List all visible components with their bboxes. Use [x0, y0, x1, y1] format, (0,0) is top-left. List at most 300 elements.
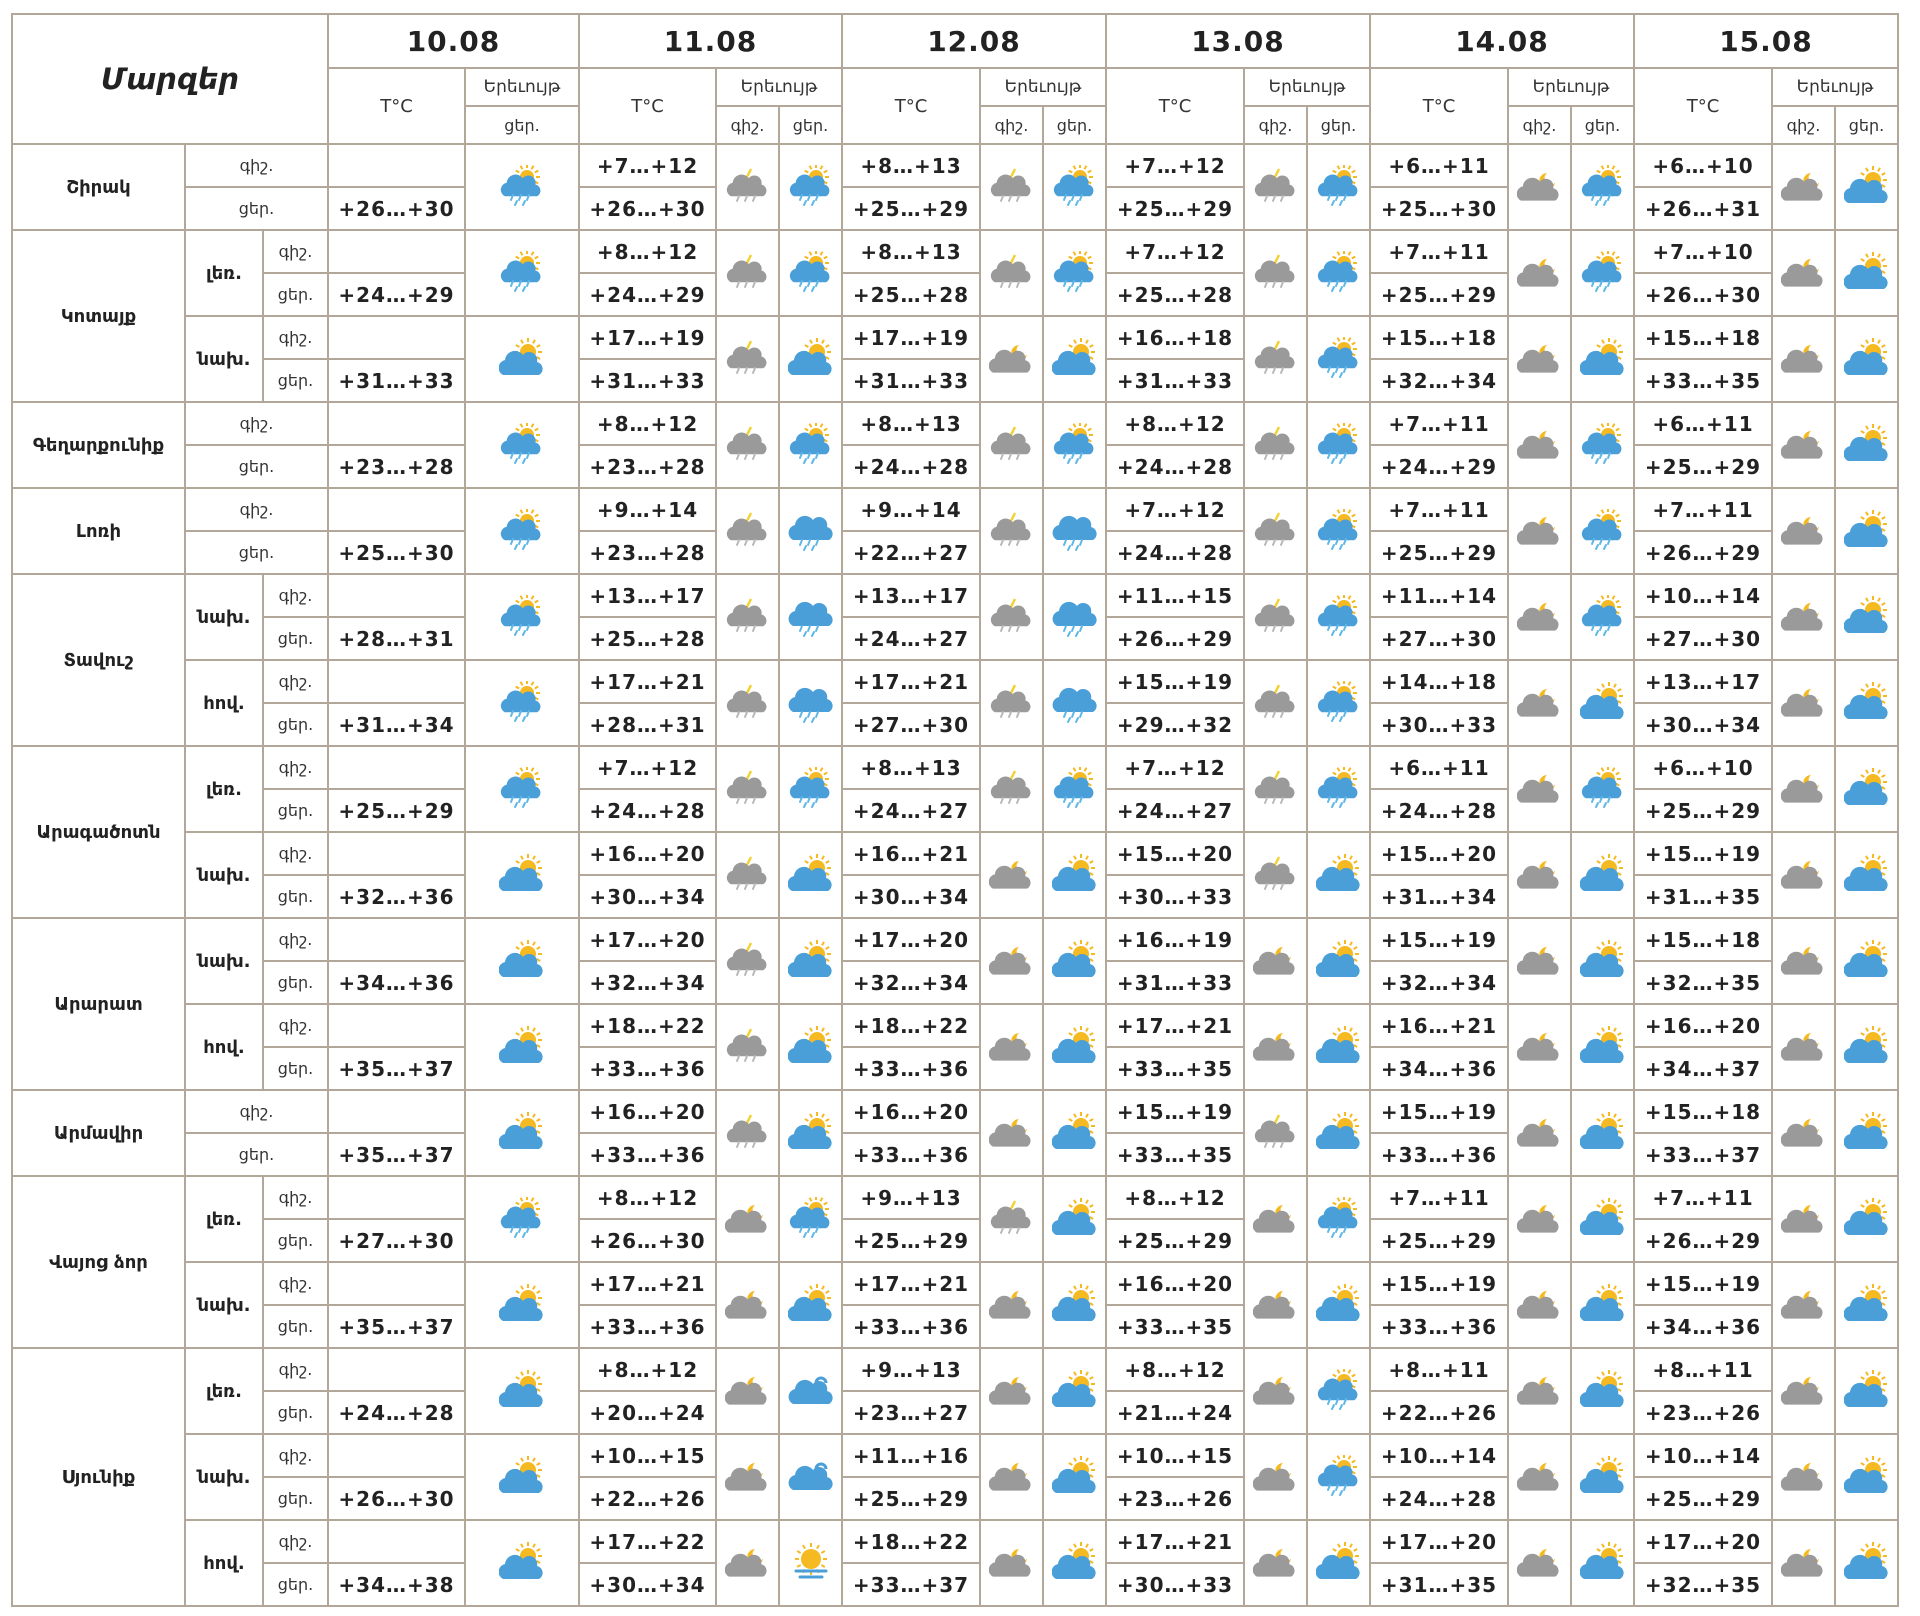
night-temp: +16…+20 [1106, 1262, 1244, 1305]
night-temp: +8…+13 [842, 402, 980, 445]
day-temp: +31…+34 [328, 703, 465, 746]
weather-icon-cell [1772, 402, 1835, 488]
sun-cloud-icon [788, 1025, 834, 1069]
night-temp: +10…+14 [1634, 1434, 1772, 1477]
weather-icon-cell [1244, 1348, 1307, 1434]
night-temp: +17…+21 [842, 660, 980, 703]
night-temp: +16…+21 [1370, 1004, 1508, 1047]
night-temp: +6…+11 [1370, 746, 1508, 789]
weather-icon-cell [779, 574, 842, 660]
weather-icon-cell [1307, 402, 1370, 488]
day-label: ցեր. [263, 1219, 328, 1262]
weather-icon-cell [779, 1520, 842, 1606]
sun-cloud-rain-icon [1316, 767, 1362, 811]
night-temp: +8…+13 [842, 746, 980, 789]
day-temp: +31…+34 [1370, 875, 1508, 918]
cloud-rain-icon [1052, 595, 1098, 639]
night-temp: +8…+13 [842, 230, 980, 273]
weather-icon-cell [1508, 574, 1571, 660]
night-temp: +15…+18 [1634, 1090, 1772, 1133]
day-temp: +22…+26 [579, 1477, 716, 1520]
day-temp: +22…+26 [1370, 1391, 1508, 1434]
day-temp: +33…+36 [579, 1047, 716, 1090]
day-label: ցեր. [263, 359, 328, 402]
weather-icon-cell [1571, 488, 1634, 574]
sun-cloud-rain-icon [788, 1197, 834, 1241]
weather-icon-cell [1835, 746, 1898, 832]
day-temp: +31…+35 [1370, 1563, 1508, 1606]
weather-icon-cell [980, 1434, 1043, 1520]
weather-icon-cell [716, 746, 779, 832]
sun-cloud-icon [1052, 1283, 1098, 1327]
sun-cloud-icon [1844, 1111, 1890, 1155]
cloud-storm-icon [989, 1197, 1035, 1241]
weather-icon-cell [1571, 1004, 1634, 1090]
night-temp: +7…+12 [1106, 746, 1244, 789]
weather-icon-cell [1772, 230, 1835, 316]
weather-icon-cell [1571, 1348, 1634, 1434]
cloud-moon-icon [1253, 1283, 1299, 1327]
sun-cloud-icon [1844, 165, 1890, 209]
night-temp [328, 832, 465, 875]
weather-icon-cell [980, 1348, 1043, 1434]
sun-cloud-icon [788, 939, 834, 983]
sun-cloud-icon [1844, 1369, 1890, 1413]
cloud-moon-icon [1517, 1111, 1563, 1155]
day-temp: +21…+24 [1106, 1391, 1244, 1434]
cloud-storm-icon [989, 423, 1035, 467]
weather-icon-cell [980, 660, 1043, 746]
weather-icon-cell [1571, 1434, 1634, 1520]
cloud-storm-icon [725, 767, 771, 811]
sun-cloud-icon [1052, 1455, 1098, 1499]
date-header: 13.08 [1106, 14, 1370, 68]
night-temp: +17…+20 [1370, 1520, 1508, 1563]
weather-icon-cell [1307, 574, 1370, 660]
weather-icon-cell [1043, 660, 1106, 746]
night-temp: +15…+20 [1106, 832, 1244, 875]
weather-icon-cell [1307, 918, 1370, 1004]
day-temp: +35…+37 [328, 1305, 465, 1348]
cloud-storm-icon [1253, 509, 1299, 553]
weather-icon-cell [980, 488, 1043, 574]
day-header: ցեր. [465, 106, 579, 144]
cloud-rain-icon [1052, 681, 1098, 725]
cloud-moon-icon [989, 1025, 1035, 1069]
sun-cloud-icon [1052, 337, 1098, 381]
weather-icon-cell [779, 1434, 842, 1520]
subregion-name: լեռ. [185, 230, 263, 316]
weather-icon-cell [779, 316, 842, 402]
weather-icon-cell [1508, 746, 1571, 832]
sun-cloud-rain-icon [788, 251, 834, 295]
cloud-storm-icon [989, 509, 1035, 553]
weather-icon-cell [1043, 230, 1106, 316]
day-temp: +24…+28 [1370, 1477, 1508, 1520]
day-temp: +34…+36 [1370, 1047, 1508, 1090]
night-temp: +17…+20 [1634, 1520, 1772, 1563]
temp-header: T°C [1370, 68, 1508, 144]
subregion-name: լեռ. [185, 1176, 263, 1262]
night-label: գիշ. [263, 1004, 328, 1047]
day-temp: +25…+29 [1106, 187, 1244, 230]
day-temp: +26…+29 [1634, 1219, 1772, 1262]
night-temp: +7…+11 [1634, 488, 1772, 531]
weather-icon-cell [1508, 316, 1571, 402]
day-temp: +33…+35 [1634, 359, 1772, 402]
sun-cloud-icon [499, 853, 545, 897]
cloud-rain-icon [788, 509, 834, 553]
cloud-moon-icon [1517, 251, 1563, 295]
sun-cloud-rain-icon [1316, 337, 1362, 381]
day-temp: +26…+30 [328, 1477, 465, 1520]
sun-cloud-rain-icon [499, 423, 545, 467]
region-name: Լոռի [12, 488, 185, 574]
weather-icon-cell [779, 1176, 842, 1262]
sun-cloud-icon [1316, 939, 1362, 983]
cloud-moon-icon [1517, 1283, 1563, 1327]
night-temp: +7…+12 [579, 144, 716, 187]
cloud-blue-icon [788, 1455, 834, 1499]
day-temp: +30…+33 [1106, 875, 1244, 918]
sun-cloud-icon [1844, 1197, 1890, 1241]
day-temp: +25…+29 [1634, 789, 1772, 832]
night-temp: +16…+20 [842, 1090, 980, 1133]
weather-icon-cell [1835, 144, 1898, 230]
weather-icon-cell [1835, 316, 1898, 402]
sun-cloud-icon [1052, 853, 1098, 897]
weather-icon-cell [980, 832, 1043, 918]
day-label: ցեր. [263, 1305, 328, 1348]
day-temp: +33…+35 [1106, 1305, 1244, 1348]
day-temp: +23…+26 [1634, 1391, 1772, 1434]
region-name: Սյունիք [12, 1348, 185, 1606]
cloud-rain-icon [1052, 509, 1098, 553]
cloud-moon-icon [1781, 1369, 1827, 1413]
day-temp: +24…+29 [579, 273, 716, 316]
weather-icon-cell [1772, 1348, 1835, 1434]
weather-icon-cell [716, 1348, 779, 1434]
day-temp: +24…+28 [1106, 531, 1244, 574]
weather-icon-cell [716, 1004, 779, 1090]
weather-icon-cell [1571, 230, 1634, 316]
sun-cloud-icon [1844, 337, 1890, 381]
sun-cloud-rain-icon [788, 165, 834, 209]
weather-icon-cell [1835, 1262, 1898, 1348]
weather-icon-cell [1244, 1434, 1307, 1520]
night-temp: +7…+11 [1370, 230, 1508, 273]
temp-header: T°C [1106, 68, 1244, 144]
cloud-moon-icon [1781, 681, 1827, 725]
weather-icon-cell [980, 574, 1043, 660]
day-temp: +27…+30 [1634, 617, 1772, 660]
day-temp: +23…+28 [328, 445, 465, 488]
weather-icon-cell [1307, 1348, 1370, 1434]
weather-icon-cell [1835, 402, 1898, 488]
sun-cloud-icon [1316, 1283, 1362, 1327]
night-temp [328, 1348, 465, 1391]
night-temp: +16…+21 [842, 832, 980, 875]
weather-icon-cell [1571, 746, 1634, 832]
cloud-moon-icon [1517, 595, 1563, 639]
night-temp: +17…+19 [579, 316, 716, 359]
night-temp: +17…+22 [579, 1520, 716, 1563]
sun-cloud-rain-icon [1052, 423, 1098, 467]
weather-icon-cell [1772, 1004, 1835, 1090]
sun-cloud-icon [499, 1283, 545, 1327]
night-temp: +17…+21 [842, 1262, 980, 1305]
sun-cloud-rain-icon [1052, 767, 1098, 811]
weather-icon-cell [1244, 316, 1307, 402]
cloud-storm-icon [725, 681, 771, 725]
weather-icon-cell [1307, 488, 1370, 574]
night-label: գիշ. [185, 402, 328, 445]
night-label: գիշ. [185, 488, 328, 531]
day-temp: +26…+31 [1634, 187, 1772, 230]
day-temp: +32…+35 [1634, 1563, 1772, 1606]
sun-cloud-icon [1316, 853, 1362, 897]
region-name: Գեղարքունիք [12, 402, 185, 488]
night-temp: +14…+18 [1370, 660, 1508, 703]
weather-icon-cell [779, 1004, 842, 1090]
sun-cloud-rain-icon [1316, 681, 1362, 725]
cloud-moon-icon [1517, 509, 1563, 553]
day-temp: +35…+37 [328, 1133, 465, 1176]
cloud-moon-icon [725, 1541, 771, 1585]
sun-cloud-icon [1580, 1197, 1626, 1241]
weather-icon-cell [1835, 1520, 1898, 1606]
sun-cloud-icon [1580, 1111, 1626, 1155]
day-temp: +25…+29 [1370, 1219, 1508, 1262]
night-temp: +17…+20 [579, 918, 716, 961]
day-temp: +23…+27 [842, 1391, 980, 1434]
day-temp: +27…+30 [328, 1219, 465, 1262]
weather-icon-cell [465, 746, 579, 832]
weather-icon-cell [1508, 144, 1571, 230]
weather-icon-cell [1772, 316, 1835, 402]
temp-header: T°C [579, 68, 716, 144]
sun-cloud-rain-icon [788, 423, 834, 467]
night-temp: +17…+21 [579, 660, 716, 703]
day-temp: +26…+29 [1106, 617, 1244, 660]
day-label: ցեր. [263, 1391, 328, 1434]
weather-icon-cell [1043, 1348, 1106, 1434]
sun-cloud-icon [1844, 509, 1890, 553]
weather-icon-cell [1772, 1262, 1835, 1348]
weather-icon-cell [716, 316, 779, 402]
day-label: ցեր. [263, 1563, 328, 1606]
day-temp: +32…+35 [1634, 961, 1772, 1004]
cloud-moon-icon [989, 1283, 1035, 1327]
sun-cloud-icon [1844, 1541, 1890, 1585]
weather-icon-cell [1043, 1434, 1106, 1520]
weather-icon-cell [1307, 1520, 1370, 1606]
night-temp: +8…+11 [1370, 1348, 1508, 1391]
night-temp [328, 1434, 465, 1477]
weather-icon-cell [980, 1176, 1043, 1262]
cloud-moon-icon [989, 1111, 1035, 1155]
weather-icon-cell [716, 832, 779, 918]
temp-header: T°C [328, 68, 465, 144]
night-temp: +10…+14 [1370, 1434, 1508, 1477]
sun-cloud-icon [499, 1541, 545, 1585]
day-temp: +26…+30 [579, 1219, 716, 1262]
day-temp: +25…+29 [842, 1477, 980, 1520]
day-temp: +32…+34 [579, 961, 716, 1004]
cloud-moon-icon [1517, 1541, 1563, 1585]
weather-icon-cell [716, 1176, 779, 1262]
weather-icon-cell [1772, 832, 1835, 918]
weather-icon-cell [1307, 316, 1370, 402]
weather-icon-cell [779, 402, 842, 488]
cloud-storm-icon [725, 423, 771, 467]
subregion-name: լեռ. [185, 746, 263, 832]
weather-icon-cell [716, 1262, 779, 1348]
day-temp: +25…+29 [1106, 1219, 1244, 1262]
weather-icon-cell [980, 1262, 1043, 1348]
weather-icon-cell [980, 230, 1043, 316]
weather-icon-cell [1835, 574, 1898, 660]
cloud-moon-icon [1517, 423, 1563, 467]
day-temp: +33…+36 [579, 1133, 716, 1176]
sun-cloud-rain-icon [1316, 1455, 1362, 1499]
weather-icon-cell [1307, 660, 1370, 746]
cloud-moon-icon [1517, 767, 1563, 811]
cloud-moon-icon [1781, 1283, 1827, 1327]
region-name: Արմավիր [12, 1090, 185, 1176]
cloud-moon-icon [1517, 1025, 1563, 1069]
region-name: Արարատ [12, 918, 185, 1090]
weather-icon-cell [716, 144, 779, 230]
cloud-moon-icon [725, 1283, 771, 1327]
day-temp: +30…+34 [1634, 703, 1772, 746]
weather-icon-cell [1835, 918, 1898, 1004]
sun-cloud-icon [1052, 939, 1098, 983]
weather-icon-cell [1835, 230, 1898, 316]
temp-header: T°C [1634, 68, 1772, 144]
night-temp [328, 746, 465, 789]
weather-icon-cell [1043, 402, 1106, 488]
sun-cloud-icon [1580, 1283, 1626, 1327]
cloud-storm-icon [725, 165, 771, 209]
sun-cloud-icon [499, 337, 545, 381]
weather-icon-cell [1043, 1090, 1106, 1176]
night-label: գիշ. [263, 1176, 328, 1219]
day-label: ցեր. [263, 273, 328, 316]
sun-cloud-icon [1844, 853, 1890, 897]
weather-icon-cell [1244, 402, 1307, 488]
night-temp: +7…+11 [1370, 402, 1508, 445]
sun-cloud-icon [1316, 1111, 1362, 1155]
night-header: գիշ. [716, 106, 779, 144]
cloud-storm-icon [989, 251, 1035, 295]
cloud-storm-icon [1253, 1111, 1299, 1155]
night-temp: +8…+12 [1106, 1348, 1244, 1391]
subregion-name: նախ. [185, 832, 263, 918]
weather-icon-cell [1772, 746, 1835, 832]
weather-icon-cell [980, 402, 1043, 488]
weather-icon-cell [1508, 488, 1571, 574]
night-temp: +7…+10 [1634, 230, 1772, 273]
sun-cloud-icon [1052, 1111, 1098, 1155]
region-name: Կոտայք [12, 230, 185, 402]
cloud-moon-icon [1253, 1025, 1299, 1069]
weather-icon-cell [779, 660, 842, 746]
cloud-moon-icon [1253, 939, 1299, 983]
weather-icon-cell [1571, 316, 1634, 402]
weather-icon-cell [716, 488, 779, 574]
cloud-rain-icon [788, 595, 834, 639]
sun-cloud-rain-icon [1580, 595, 1626, 639]
weather-icon-cell [465, 316, 579, 402]
date-header: 10.08 [328, 14, 579, 68]
subregion-name: նախ. [185, 1262, 263, 1348]
day-temp: +23…+28 [579, 531, 716, 574]
weather-icon-cell [465, 918, 579, 1004]
night-temp: +8…+12 [579, 1348, 716, 1391]
night-temp: +7…+12 [1106, 230, 1244, 273]
sun-cloud-icon [1316, 1025, 1362, 1069]
sun-cloud-icon [1052, 1197, 1098, 1241]
sun-cloud-icon [1316, 1541, 1362, 1585]
day-temp: +33…+37 [1634, 1133, 1772, 1176]
day-temp: +23…+28 [579, 445, 716, 488]
night-temp: +16…+19 [1106, 918, 1244, 961]
sun-cloud-icon [1844, 251, 1890, 295]
sun-cloud-icon [1580, 853, 1626, 897]
day-temp: +33…+35 [1106, 1047, 1244, 1090]
day-temp: +25…+29 [842, 1219, 980, 1262]
region-name: Տավուշ [12, 574, 185, 746]
cloud-moon-icon [1781, 767, 1827, 811]
day-temp: +33…+36 [1370, 1133, 1508, 1176]
day-header: ցեր. [1307, 106, 1370, 144]
sun-cloud-icon [1844, 1455, 1890, 1499]
day-temp: +31…+33 [1106, 359, 1244, 402]
night-temp: +15…+19 [1106, 1090, 1244, 1133]
weather-icon-cell [779, 230, 842, 316]
weather-icon-cell [1508, 1434, 1571, 1520]
date-header: 12.08 [842, 14, 1106, 68]
night-header: գիշ. [1244, 106, 1307, 144]
night-temp: +6…+10 [1634, 746, 1772, 789]
day-temp: +32…+34 [1370, 359, 1508, 402]
day-label: ցեր. [263, 875, 328, 918]
weather-icon-cell [465, 230, 579, 316]
day-temp: +30…+34 [842, 875, 980, 918]
cloud-storm-icon [1253, 165, 1299, 209]
weather-icon-cell [980, 144, 1043, 230]
day-header: ցեր. [1043, 106, 1106, 144]
night-label: գիշ. [263, 832, 328, 875]
weather-icon-cell [1508, 1520, 1571, 1606]
weather-icon-cell [980, 1090, 1043, 1176]
sun-cloud-rain-icon [499, 251, 545, 295]
day-temp: +34…+36 [1634, 1305, 1772, 1348]
sun-cloud-rain-icon [1580, 423, 1626, 467]
night-temp: +15…+19 [1370, 1090, 1508, 1133]
night-temp: +8…+12 [579, 230, 716, 273]
cloud-moon-icon [1253, 1369, 1299, 1413]
night-label: գիշ. [263, 918, 328, 961]
weather-icon-cell [1043, 832, 1106, 918]
weather-icon-cell [1043, 1262, 1106, 1348]
cloud-moon-icon [725, 1197, 771, 1241]
day-temp: +26…+30 [328, 187, 465, 230]
sun-cloud-rain-icon [499, 1197, 545, 1241]
day-temp: +24…+28 [579, 789, 716, 832]
sun-cloud-rain-icon [1580, 767, 1626, 811]
